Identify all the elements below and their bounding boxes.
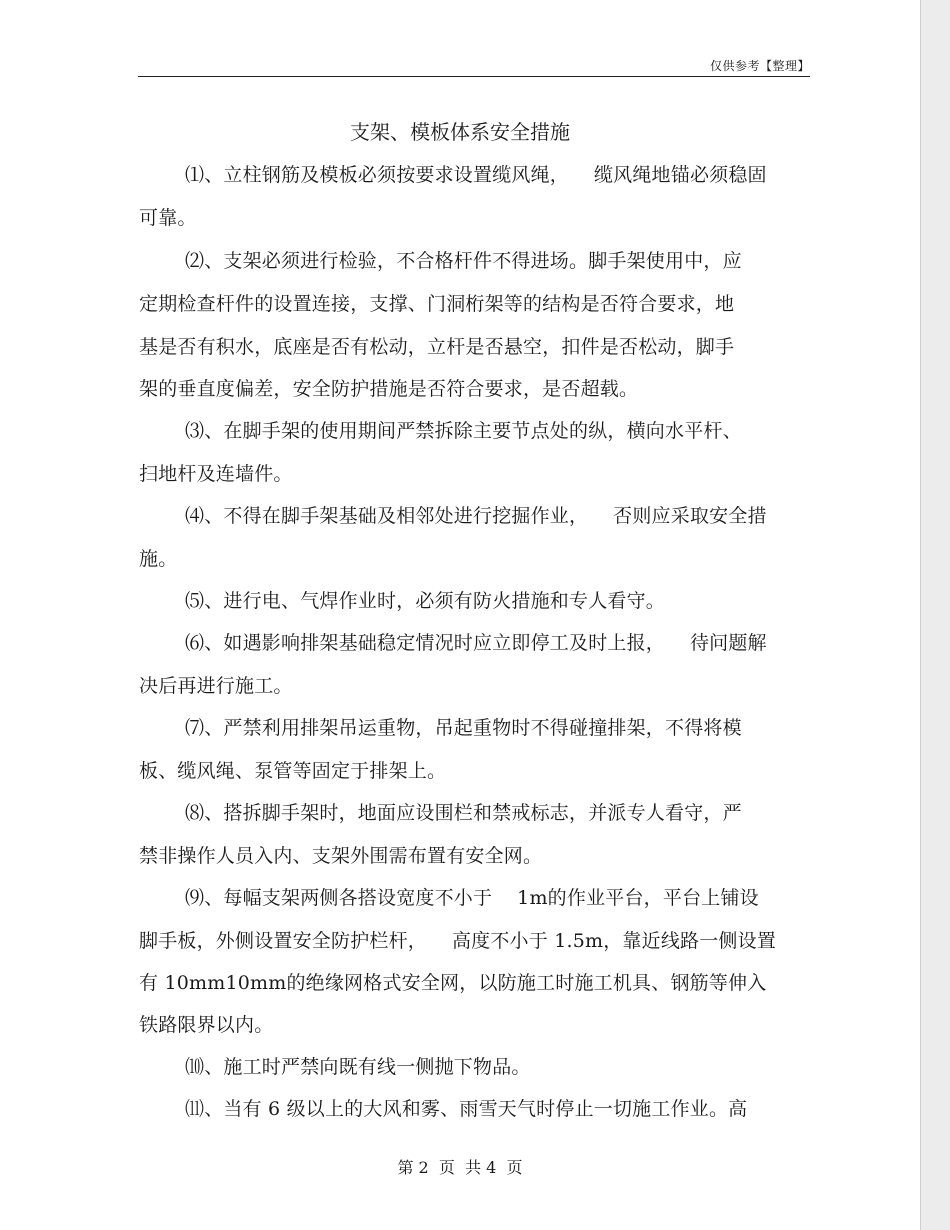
page-number: 第 2 页 共 4 页 (397, 1158, 523, 1177)
paragraph-line: 架的垂直度偏差，安全防护措施是否符合要求，是否超载。 (139, 378, 639, 400)
paragraph-line: ⑶、在脚手架的使用期间严禁拆除主要节点处的纵，横向水平杆、 (185, 420, 742, 442)
paragraph-line: ⑹、如遇影响排架基础稳定情况时应立即停工及时上报， 待问题解 (185, 632, 767, 654)
paragraph-line: ⑽、施工时严禁向既有线一侧抛下物品。 (185, 1056, 531, 1078)
paragraph-line: 决后再进行施工。 (139, 675, 293, 697)
paragraph-line: ⑸、进行电、气焊作业时，必须有防火措施和专人看守。 (185, 590, 666, 612)
header-divider (138, 76, 810, 77)
paragraph-line: ⑺、严禁利用排架吊运重物，吊起重物时不得碰撞排架，不得将模 (185, 717, 742, 739)
paragraph-line: 扫地杆及连墙件。 (139, 463, 293, 485)
paragraph-line: ⑻、搭拆脚手架时，地面应设围栏和禁戒标志，并派专人看守，严 (185, 802, 742, 824)
paragraph-line: ⑾、当有 6 级以上的大风和雾、雨雪天气时停止一切施工作业。高 (185, 1098, 748, 1120)
paragraph-line: 板、缆风绳、泵管等固定于排架上。 (139, 760, 447, 782)
paragraph-line: 基是否有积水，底座是否有松动，立杆是否悬空，扣件是否松动，脚手 (139, 336, 735, 358)
paragraph-line: 可靠。 (139, 207, 197, 229)
paragraph-line: 施。 (139, 548, 178, 570)
document-title: 支架、模板体系安全措施 (350, 120, 570, 144)
header-note: 仅供参考【整理】 (709, 59, 810, 73)
paragraph-line: ⑷、不得在脚手架基础及相邻处进行挖掘作业， 否则应采取安全措 (185, 505, 767, 527)
paragraph-line: 禁非操作人员入内、支架外围需布置有安全网。 (139, 845, 543, 867)
paragraph-line: 铁路限界以内。 (139, 1014, 274, 1036)
paragraph-line: ⑼、每幅支架两侧各搭设宽度不小于 1m的作业平台，平台上铺设 (185, 887, 759, 909)
paragraph-line: 脚手板，外侧设置安全防护栏杆， 高度不小于 1.5m，靠近线路一侧设置 (139, 930, 777, 952)
paragraph-line: ⑵、支架必须进行检验，不合格杆件不得进场。脚手架使用中，应 (185, 250, 742, 272)
paragraph-line: 定期检查杆件的设置连接，支撑、门洞桁架等的结构是否符合要求，地 (139, 293, 735, 315)
paragraph-line: 有 10mm10mm的绝缘网格式安全网，以防施工时施工机具、钢筋等伸入 (139, 972, 767, 994)
paragraph-line: ⑴、立柱钢筋及模板必须按要求设置缆风绳， 缆风绳地锚必须稳固 (185, 164, 767, 186)
